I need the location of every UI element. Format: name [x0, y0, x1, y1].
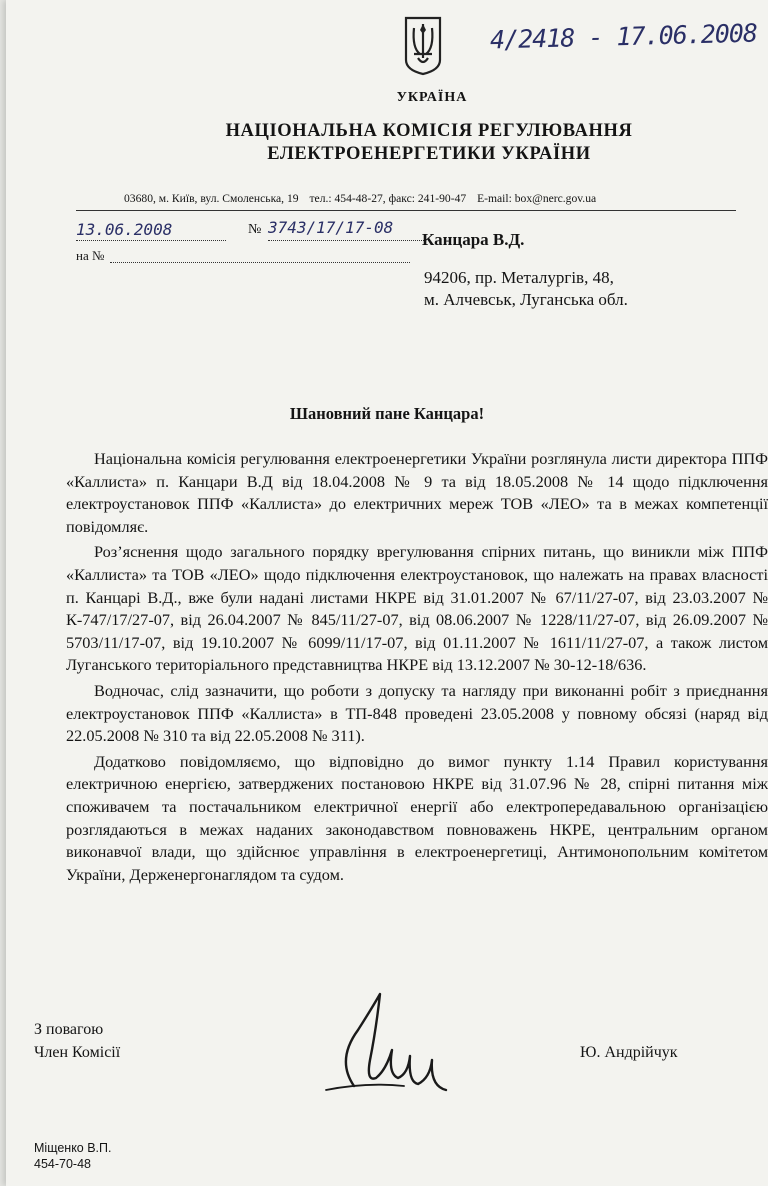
handwritten-signature — [306, 990, 466, 1100]
signer-name: Ю. Андрійчук — [580, 1044, 678, 1061]
reply-to-label: на № — [76, 248, 105, 263]
executor-block — [34, 1140, 112, 1172]
closing-block — [34, 1018, 120, 1064]
trident-emblem-icon — [402, 14, 444, 76]
body-paragraph: Додатково повідомляємо, що відповідно до вимог пункту 1.14 Правил користування електричною енергією, затверджених постановою НКРЕ від 31.07.96 № 28, спірні питання між споживачем та постачальником електричної енергії або електропередавальною організацією розглядаються в межах наданих законодавством повноважень НКРЕ, центральним органом виконавчої влади, що здійснює управління в електроенергетиці, Антимонопольним комітетом України, Держенергонаглядом та судом. — [66, 751, 768, 884]
recipient-address-line2: м. Алчевськ, Луганська обл. — [424, 290, 628, 309]
number-symbol: № — [248, 222, 262, 237]
reply-to-field — [110, 262, 410, 263]
handwritten-registration-note: 4/2418 - 17.06.2008 — [489, 18, 758, 55]
organization-name-line1: НАЦІОНАЛЬНА КОМІСІЯ РЕГУЛЮВАННЯ — [225, 121, 633, 141]
body-paragraph: Водночас, слід зазначити, що роботи з допуску та нагляду при виконанні робіт з приєднання електроустановок ППФ «Каллиста» в ТП-848 проведені 23.05.2008 у повному обсязі (наряд від 22.05.2008 № 310 та від 22.05.2008 № 311). — [66, 680, 768, 746]
organization-address: 03680, м. Київ, вул. Смоленська, 19 — [124, 192, 299, 205]
letter-sheet — [6, 0, 768, 1186]
organization-name-line2: ЕЛЕКТРОЕНЕРГЕТИКИ УКРАЇНИ — [267, 144, 591, 164]
outgoing-date: 13.06.2008 — [76, 220, 226, 241]
header-divider — [76, 210, 736, 211]
signer-position: Член Комісії — [34, 1044, 121, 1061]
letter-body — [66, 448, 768, 889]
body-paragraph: Національна комісія регулювання електроенергетики України розглянула листи директора ППФ «Каллиста» п. Канцари В.Д від 18.04.2008 № 9 та від 18.05.2008 № 14 щодо підключення електроустановок ППФ «Каллиста» до електричних мереж ТОВ «ЛЕО» та в межах компетенції повідомляє. — [66, 449, 768, 536]
closing-regards: З повагою — [34, 1021, 104, 1038]
organization-phone: тел.: 454-48-27, факс: 241-90-47 — [309, 192, 467, 205]
recipient-name: Канцара В.Д. — [422, 230, 525, 249]
salutation: Шановний пане Канцара! — [289, 404, 485, 423]
executor-name: Міщенко В.П. — [34, 1141, 112, 1155]
body-paragraph: Роз’яснення щодо загального порядку врегулювання спірних питань, що виникли між ППФ «Каллиста» та ТОВ «ЛЕО» щодо підключення електроустановок, що належать на правах власності п. Канцарі В.Д., вже були надані листами НКРЕ від 31.01.2007 № 67/11/27-07, від 23.03.2007 № К-747/17/27-07, від 26.04.2007 № 845/11/27-07, від 08.06.2007 № 1228/11/27-07, від 26.09.2007 № 5703/11/17-07, від 19.10.2007 № 6099/11/17-07, від 01.11.2007 № 1611/11/27-07, а також листом Луганського територіального представництва НКРЕ від 13.12.2007 № 30-12-18/636. — [66, 542, 768, 675]
organization-contacts — [124, 192, 744, 205]
organization-email: E-mail: box@nerc.gov.ua — [477, 192, 597, 205]
executor-phone: 454-70-48 — [34, 1157, 91, 1171]
country-heading: УКРАЇНА — [396, 90, 468, 105]
recipient-address-line1: 94206, пр. Металургів, 48, — [424, 268, 614, 287]
outgoing-number: 3743/17/17-08 — [268, 218, 424, 241]
